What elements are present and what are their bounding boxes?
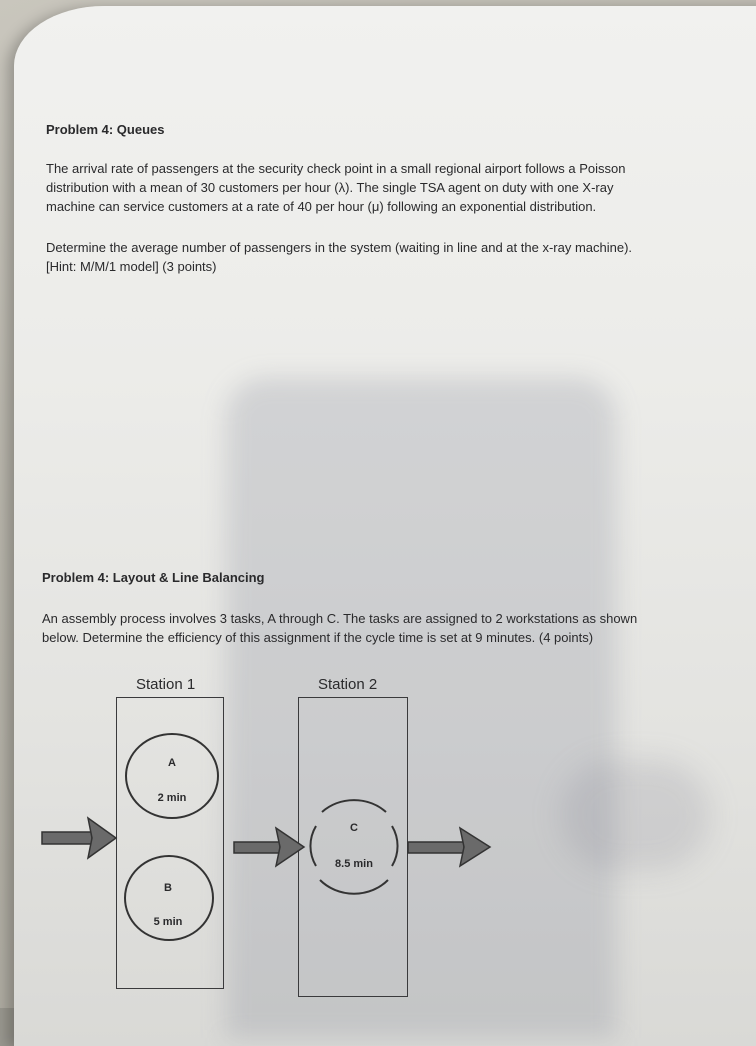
- queues-heading: Problem 4: Queues: [46, 122, 165, 137]
- task-c-name: C: [350, 822, 358, 834]
- task-b-time: 5 min: [153, 916, 183, 928]
- station-1-label: Station 1: [136, 676, 196, 693]
- task-c-arc-bottom: [320, 880, 388, 894]
- task-c-time: 8.5 min: [335, 858, 373, 870]
- task-a-circle: [126, 734, 218, 818]
- queues-paragraph-line-2: distribution with a mean of 30 customers per hour (λ). The single TSA agent on duty with one X-ray: [46, 180, 614, 195]
- task-c-arc-top: [322, 800, 386, 812]
- task-c-arc-left: [310, 826, 316, 866]
- transfer-arrow-icon: [234, 828, 304, 866]
- layout-heading: Problem 4: Layout & Line Balancing: [42, 570, 265, 585]
- layout-paragraph-line-1: An assembly process involves 3 tasks, A through C. The tasks are assigned to 2 workstations as shown: [42, 611, 638, 626]
- input-arrow-icon: [42, 818, 116, 858]
- task-b-name: B: [164, 882, 172, 894]
- layout-paragraph-line-2: below. Determine the efficiency of this assignment if the cycle time is set at 9 minutes. (4 points): [42, 630, 594, 645]
- station-2-label: Station 2: [318, 676, 378, 693]
- queues-paragraph-line-1: The arrival rate of passengers at the security check point in a small regional airport follows a Poisson: [46, 161, 626, 176]
- queues-question-line-1: Determine the average number of passengers in the system (waiting in line and at the x-ray machine).: [46, 240, 633, 255]
- task-c-arc-right: [392, 826, 398, 866]
- task-a-name: A: [168, 757, 176, 769]
- output-arrow-icon: [408, 828, 490, 866]
- queues-paragraph-line-3: machine can service customers at a rate of 40 per hour (μ) following an exponential distribution.: [46, 199, 597, 214]
- task-a-time: 2 min: [157, 792, 187, 804]
- queues-question-line-2: [Hint: M/M/1 model] (3 points): [46, 259, 217, 274]
